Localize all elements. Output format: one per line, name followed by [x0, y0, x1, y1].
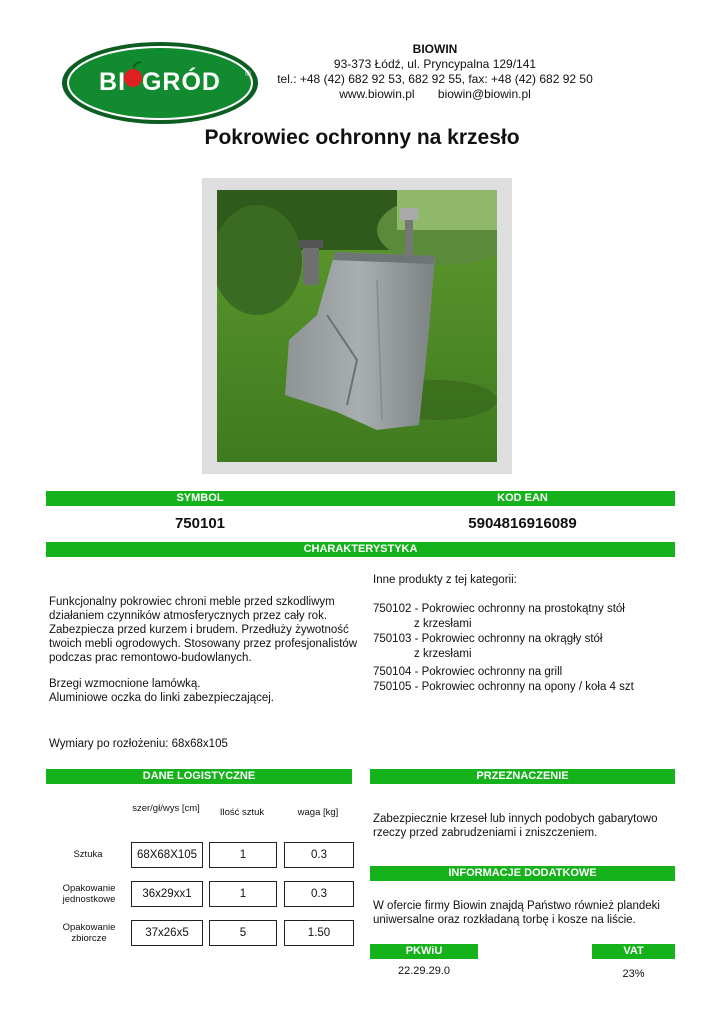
vat-value: 23% [622, 968, 645, 980]
biogrod-logo [60, 40, 260, 126]
cell-dims: 36x29xx1 [131, 881, 203, 907]
col-weight-header: waga [kg] [297, 807, 339, 818]
col-dims-header: szer/gł/wys [cm] [132, 803, 200, 814]
product-description [49, 595, 359, 705]
related-products-header: Inne produkty z tej kategorii: [373, 574, 517, 586]
related-product-item: 750102 - Pokrowiec ochronny na prostokątny stół [373, 603, 625, 615]
related-product-item: 750104 - Pokrowiec ochronny na grill [373, 666, 563, 678]
related-product-item: 750103 - Pokrowiec ochronny na okrągły stół [373, 633, 603, 645]
cell-weight: 1.50 [284, 920, 354, 946]
cell-dims: 68X68X105 [131, 842, 203, 868]
related-product-item-cont: z krzesłami [414, 618, 472, 630]
dimensions-text: Wymiary po rozłożeniu: 68x68x105 [49, 738, 228, 750]
cell-dims: 37x26x5 [131, 920, 203, 946]
cell-qty: 1 [209, 881, 277, 907]
product-photo [217, 190, 497, 462]
company-phones: tel.: +48 (42) 682 92 53, 682 92 55, fax: +48 (42) 682 92 50 [277, 72, 593, 86]
additional-info-header: INFORMACJE DODATKOWE [370, 866, 675, 881]
company-website-link[interactable]: www.biowin.pl [339, 87, 415, 101]
purpose-header: PRZEZNACZENIE [370, 769, 675, 784]
ean-value: 5904816916089 [468, 515, 577, 532]
product-title: Pokrowiec ochronny na krzesło [204, 126, 520, 149]
row-label: Opakowanie jednostkowe [62, 883, 116, 905]
additional-info-text: W ofercie firmy Biowin znajdą Państwo również plandeki uniwersalne oraz rozkładaną torbę i kosze na liście. [373, 900, 660, 926]
cell-weight: 0.3 [284, 881, 354, 907]
related-product-item-cont: z krzesłami [414, 648, 472, 660]
registered-mark: ® [245, 69, 251, 78]
company-email-link[interactable]: biowin@biowin.pl [437, 87, 531, 101]
pkwiu-value: 22.29.29.0 [398, 965, 450, 977]
cell-qty: 5 [209, 920, 277, 946]
company-name: BIOWIN [412, 42, 458, 56]
characteristics-header: CHARAKTERYSTYKA [46, 542, 675, 557]
cell-qty: 1 [209, 842, 277, 868]
related-products [373, 573, 703, 695]
vat-label: VAT [592, 944, 675, 959]
row-label: Sztuka [73, 849, 103, 860]
cell-weight: 0.3 [284, 842, 354, 868]
col-qty-header: Ilość sztuk [219, 807, 265, 818]
description-line: Brzegi wzmocnione lamówką. [49, 678, 201, 690]
symbol-label: SYMBOL [46, 491, 354, 506]
related-product-item: 750105 - Pokrowiec ochronny na opony / koła 4 szt [373, 681, 634, 693]
logo-text: BI GRÓD [99, 68, 221, 96]
ean-label: KOD EAN [370, 491, 675, 506]
company-info [270, 42, 600, 102]
company-address: 93-373 Łódź, ul. Pryncypalna 129/141 [333, 57, 537, 71]
row-label: Opakowanie zbiorcze [62, 922, 116, 944]
description-paragraph: Funkcjonalny pokrowiec chroni meble przed szkodliwym działaniem czynników atmosferycznych przez cały rok. Zabezpiecza przed kurzem i brudem. Przedłuży żywotność twoich mebli ogrodowych. Stosowany przez profesjonalistów podczas prac remontowo-budowlanych. [49, 596, 358, 664]
purpose-text: Zabezpiecznie krzeseł lub innych podobych gabarytowo rzeczy przed zabrudzeniami i zniszczeniem. [373, 813, 658, 839]
pkwiu-label: PKWiU [370, 944, 478, 959]
symbol-value: 750101 [174, 515, 226, 532]
logistics-header: DANE LOGISTYCZNE [46, 769, 352, 784]
description-line: Aluminiowe oczka do linki zabezpieczającej. [49, 692, 275, 704]
